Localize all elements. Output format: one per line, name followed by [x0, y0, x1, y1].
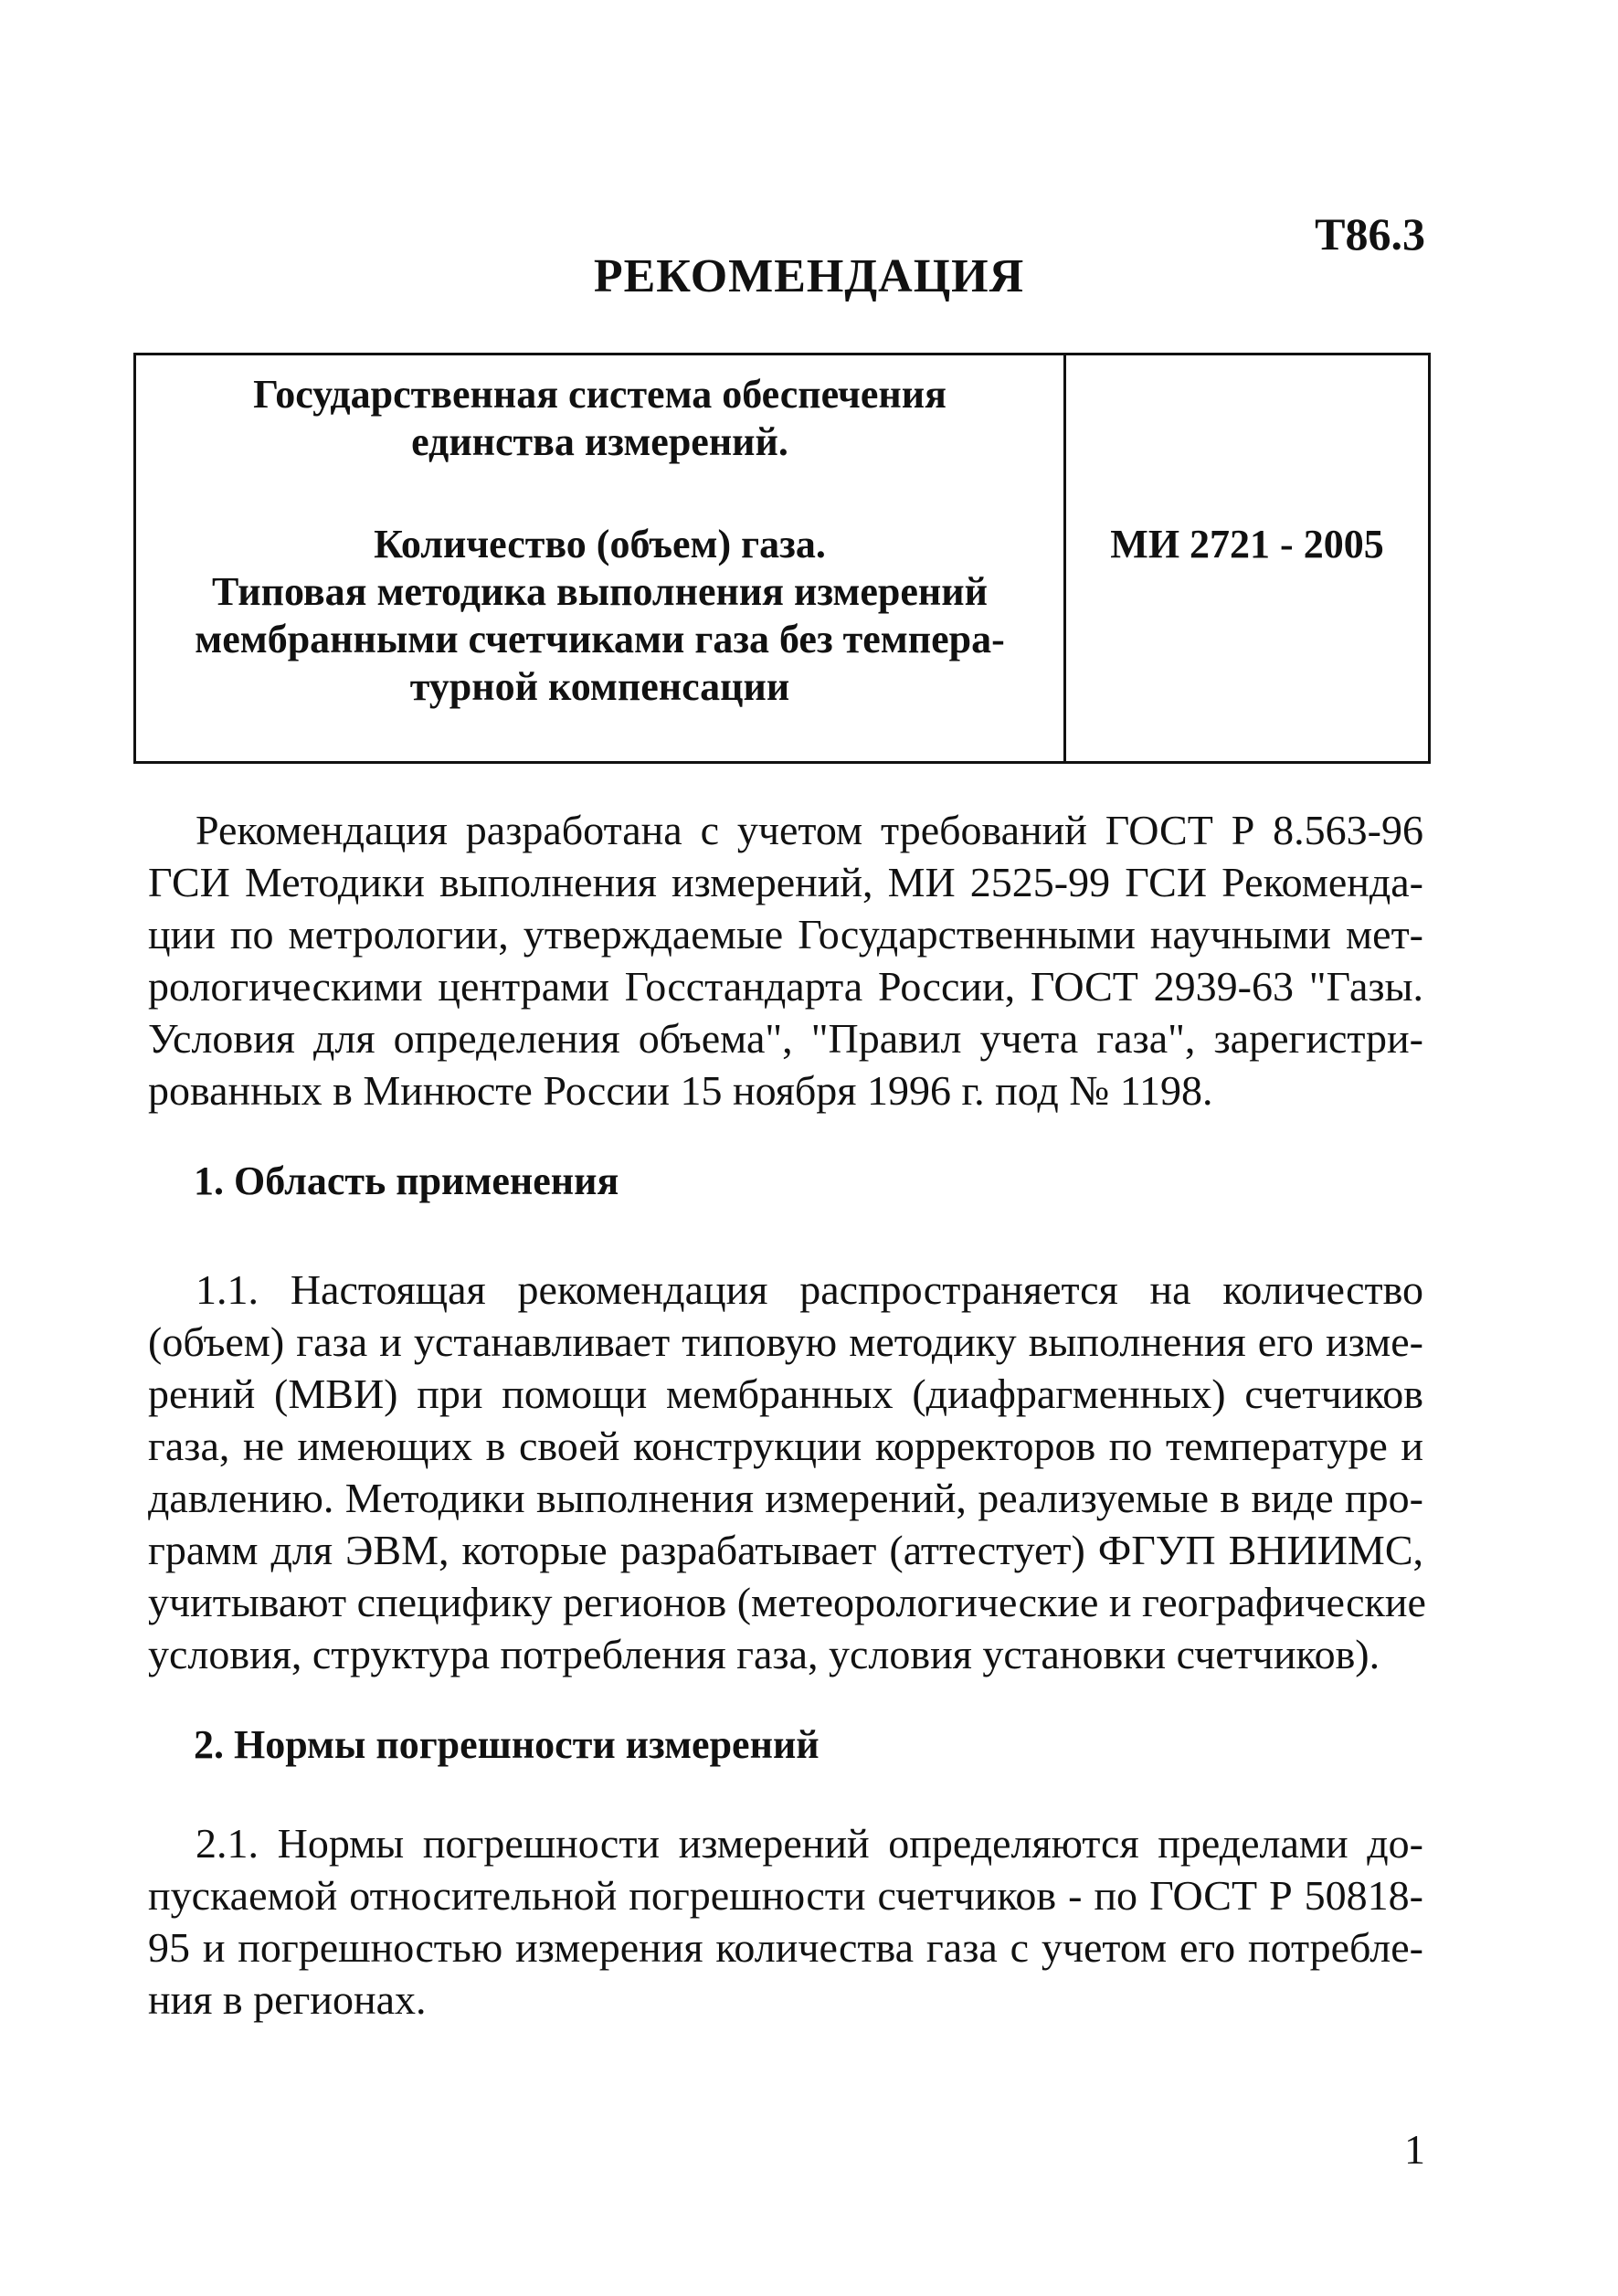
title-line: Типовая методика выполнения измерений [212, 569, 988, 614]
text-line: рованных в Минюсте России 15 ноября 1996 г. под № 1198. [148, 1067, 1213, 1114]
document-type-heading: РЕКОМЕНДАЦИЯ [593, 250, 1025, 302]
text-line: 2.1. Нормы погрешности измерений определяются пределами до- [196, 1820, 1423, 1867]
title-line: единства измерений. [411, 419, 788, 464]
text-line: условия, структура потребления газа, условия установки счетчиков). [148, 1631, 1380, 1677]
text-line: ния в регионах. [148, 1976, 427, 2023]
title-line: Количество (объем) газа. [374, 522, 826, 566]
document-code: Т86.3 [1315, 208, 1425, 259]
section-2-paragraph [148, 1817, 1423, 2026]
intro-paragraph [148, 804, 1423, 1116]
section-1-paragraph [148, 1264, 1426, 1680]
title-line: турной компенсации [409, 664, 790, 709]
text-line: газа, не имеющих в своей конструкции корректоров по температуре и [148, 1423, 1423, 1469]
text-line: учитывают специфику регионов (метеорологические и географические [148, 1579, 1426, 1625]
text-line: давлению. Методики выполнения измерений, реализуемые в виде про- [148, 1475, 1423, 1521]
title-line: Государственная система обеспечения [253, 372, 946, 417]
text-line: грамм для ЭВМ, которые разрабатывает (аттестует) ФГУП ВНИИМС, [148, 1527, 1423, 1573]
text-line: ГСИ Методики выполнения измерений, МИ 2525-99 ГСИ Рекоменда- [148, 859, 1423, 905]
text-line: Рекомендация разработана с учетом требований ГОСТ Р 8.563-96 [196, 807, 1423, 853]
section-heading: 1. Область применения [194, 1159, 619, 1203]
text-line: 1.1. Настоящая рекомендация распространяется на количество [196, 1266, 1423, 1313]
text-line: ции по метрологии, утверждаемые Государственными научными мет- [148, 911, 1423, 958]
title-line: мембранными счетчиками газа без темпера- [195, 617, 1005, 661]
text-line: пускаемой относительной погрешности счетчиков - по ГОСТ Р 50818- [148, 1872, 1423, 1919]
text-line: рологическими центрами Госстандарта России, ГОСТ 2939-63 "Газы. [148, 963, 1423, 1010]
title-block-text [136, 355, 1066, 761]
page-number: 1 [1404, 2126, 1425, 2173]
text-line: (объем) газа и устанавливает типовую методику выполнения его изме- [148, 1318, 1423, 1365]
document-designation: МИ 2721 - 2005 [1110, 522, 1384, 566]
text-line: Условия для определения объема", "Правил учета газа", зарегистри- [148, 1015, 1423, 1062]
title-block [133, 353, 1431, 764]
text-line: 95 и погрешностью измерения количества газа с учетом его потребле- [148, 1924, 1423, 1971]
text-line: рений (МВИ) при помощи мембранных (диафрагменных) счетчиков [148, 1370, 1423, 1417]
section-heading: 2. Нормы погрешности измерений [194, 1722, 820, 1767]
